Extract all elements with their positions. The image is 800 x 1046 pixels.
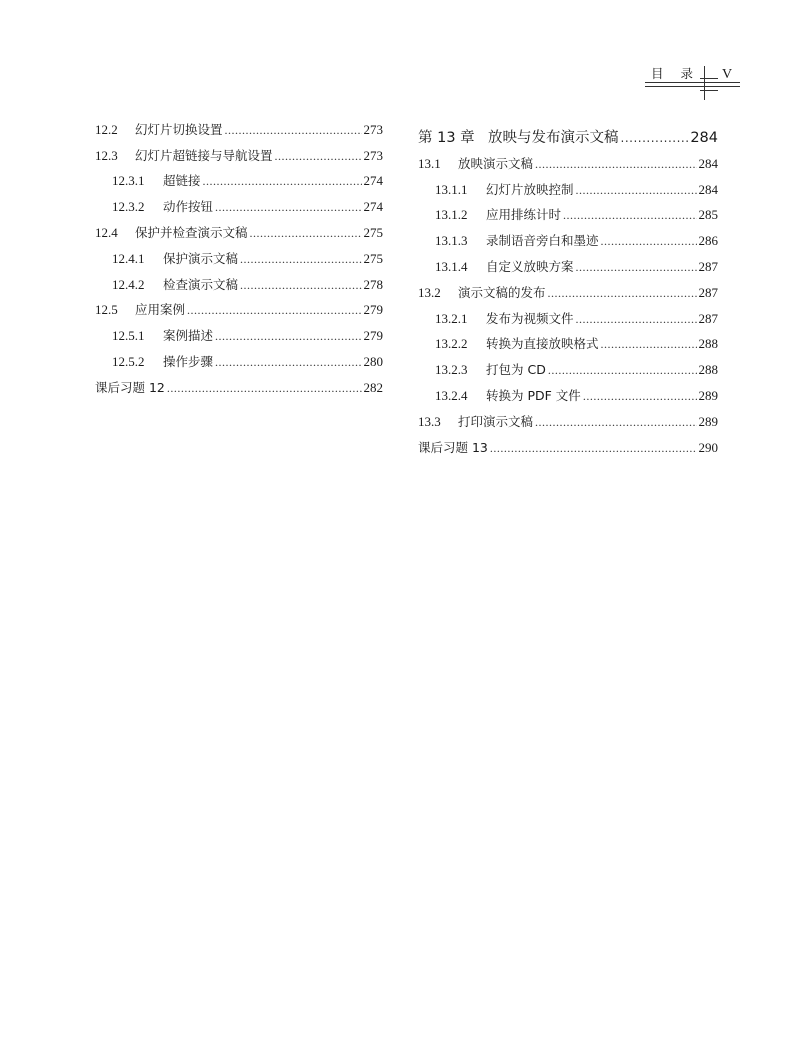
toc-dot-leader [215,199,361,215]
toc-entry-title: 打印演示文稿 [458,413,534,429]
toc-entry-number: 12.3 [95,147,118,163]
toc-entry-number: 12.4.2 [112,276,145,292]
toc-entry-page: 275 [363,224,383,240]
toc-dot-leader [203,173,362,189]
toc-entry-title: 案例描述 [163,328,214,344]
toc-entry[interactable] [418,172,718,198]
toc-dot-leader [275,148,362,164]
toc-entry-title: 应用排练计时 [486,207,562,223]
toc-entry-title: 课后习题 12 [95,379,165,395]
toc-dot-leader [563,207,696,223]
page-header [0,0,800,100]
toc-entry-page: 287 [698,284,718,300]
toc-entry-number: 12.4.1 [112,250,145,266]
toc-dot-leader [225,122,362,138]
toc-entry-title: 保护并检查演示文稿 [135,224,248,240]
toc-entry-title: 保护演示文稿 [163,250,239,266]
toc-dot-leader [167,380,362,396]
header-rule-vertical [704,66,705,100]
toc-entry[interactable] [95,267,383,293]
toc-entry-number: 13.2.1 [435,310,468,326]
toc-entry-title: 幻灯片超链接与导航设置 [135,147,273,163]
toc-entry-number: 13.1.3 [435,233,468,249]
toc-dot-leader [490,440,697,456]
toc-entry-title: 转换为直接放映格式 [486,336,599,352]
toc-entry-title: 检查演示文稿 [163,276,239,292]
toc-entry-number: 13.1.1 [435,181,468,197]
toc-entry-number: 13.2.4 [435,387,468,403]
toc-entry-page: 284 [698,181,718,197]
toc-entry[interactable] [418,223,718,249]
toc-entry-number: 13.2.2 [435,336,468,352]
toc-entry-title: 录制语音旁白和墨迹 [486,233,599,249]
toc-entry-page: 279 [363,302,383,318]
toc-entry[interactable] [418,352,718,378]
toc-dot-leader [576,259,697,275]
toc-entry-page: 284 [698,155,718,171]
header-rule-short-1 [700,78,718,79]
toc-entry[interactable] [418,249,718,275]
toc-entry[interactable] [418,430,718,456]
toc-entry-number: 12.5.2 [112,353,145,369]
toc-entry-page: 289 [698,413,718,429]
toc-entry-page: 286 [698,233,718,249]
toc-chapter-entry[interactable] [418,118,718,146]
toc-entry-page: 285 [698,207,718,223]
toc-entry[interactable] [95,370,383,396]
toc-entry-page: 273 [363,147,383,163]
toc-entry-title: 幻灯片放映控制 [486,181,574,197]
toc-entry[interactable] [418,275,718,301]
toc-entry[interactable] [418,301,718,327]
toc-entry[interactable] [95,344,383,370]
toc-entry[interactable] [95,318,383,344]
toc-dot-leader [548,362,697,378]
toc-dot-leader [240,251,361,267]
toc-entry-page: 284 [690,130,718,146]
toc-entry-title: 超链接 [163,173,201,189]
toc-dot-leader [601,233,697,249]
toc-entry-title: 动作按钮 [163,199,214,215]
toc-right-column [418,118,718,456]
toc-entry-page: 279 [363,328,383,344]
toc-entry-page: 288 [698,362,718,378]
toc-dot-leader [535,414,696,430]
header-rule-top [645,82,740,83]
toc-entry-number: 12.5 [95,302,118,318]
toc-dot-leader [621,130,689,146]
toc-entry-title: 转换为 PDF 文件 [486,387,581,403]
toc-entry[interactable] [418,146,718,172]
toc-entry-title: 课后习题 13 [418,439,488,455]
toc-entry-number: 12.5.1 [112,328,145,344]
toc-dot-leader [576,311,697,327]
toc-entry-number: 13.1.2 [435,207,468,223]
toc-entry-number: 12.3.2 [112,199,145,215]
toc-entry-number: 13.2 [418,284,441,300]
toc-dot-leader [187,302,361,318]
toc-entry-page: 280 [363,353,383,369]
toc-entry-number: 13.2.3 [435,362,468,378]
toc-entry-page: 274 [363,199,383,215]
toc-dot-leader [583,388,697,404]
toc-dot-leader [576,182,697,198]
running-head-char-2: 录 [680,66,695,81]
toc-entry-title: 幻灯片切换设置 [135,121,223,137]
toc-entry[interactable] [418,327,718,353]
toc-entry-number: 第 13 章 [418,130,475,146]
toc-entry-page: 278 [363,276,383,292]
toc-entry[interactable] [95,164,383,190]
toc-entry-page: 273 [363,121,383,137]
header-rule-bottom [645,86,740,87]
toc-entry-page: 289 [698,387,718,403]
toc-entry-title: 演示文稿的发布 [458,284,546,300]
toc-dot-leader [250,225,362,241]
toc-entry-page: 288 [698,336,718,352]
toc-entry-page: 275 [363,250,383,266]
toc-dot-leader [601,336,697,352]
toc-entry[interactable] [418,404,718,430]
toc-entry-title: 操作步骤 [163,353,214,369]
toc-entry-page: 274 [363,173,383,189]
header-rule-short-2 [700,90,718,91]
toc-entry[interactable] [418,378,718,404]
toc-entry[interactable] [95,293,383,319]
toc-entry-page: 287 [698,310,718,326]
toc-entry-number: 12.4 [95,224,118,240]
toc-entry[interactable] [95,241,383,267]
toc-entry-title: 发布为视频文件 [486,310,574,326]
toc-entry-title: 放映与发布演示文稿 [488,130,619,146]
running-head-char-1: 目 [651,66,665,81]
toc-entry-page: 290 [698,439,718,455]
toc-entry-number: 13.1 [418,155,441,171]
toc-entry[interactable] [95,215,383,241]
toc-entry-title: 自定义放映方案 [486,258,574,274]
toc-left-column [95,112,383,396]
toc-entry-number: 12.3.1 [112,173,145,189]
toc-dot-leader [240,277,361,293]
toc-entry[interactable] [95,112,383,138]
toc-entry-number: 13.1.4 [435,258,468,274]
toc-entry-number: 12.2 [95,121,118,137]
toc-entry-number: 13.3 [418,413,441,429]
toc-dot-leader [215,328,361,344]
toc-entry-page: 287 [698,258,718,274]
running-head-title [651,64,694,82]
toc-entry-title: 打包为 CD [486,362,546,378]
toc-entry-title: 应用案例 [135,302,186,318]
toc-dot-leader [535,156,696,172]
toc-dot-leader [215,354,361,370]
toc-dot-leader [548,285,697,301]
toc-entry[interactable] [95,138,383,164]
toc-entry[interactable] [418,198,718,224]
toc-entry[interactable] [95,189,383,215]
page-number: V [722,67,733,82]
toc-entry-page: 282 [363,379,383,395]
toc-entry-title: 放映演示文稿 [458,155,534,171]
